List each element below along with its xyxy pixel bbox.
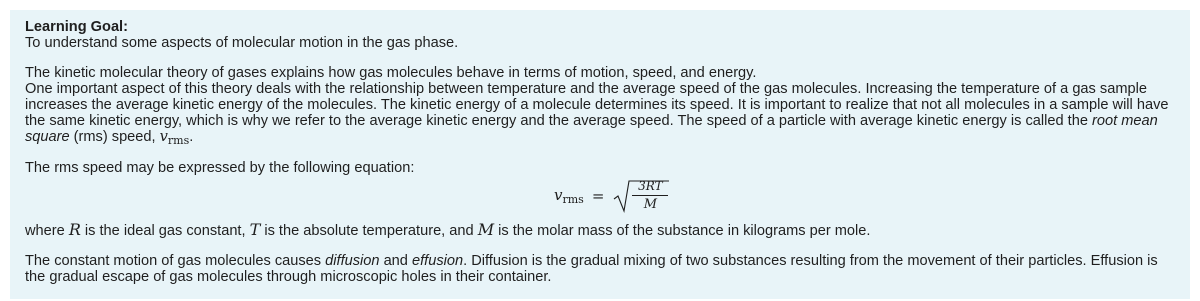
fraction-numerator: 3RT	[638, 179, 663, 193]
intro-text-end: (rms) speed,	[69, 129, 160, 145]
square-root	[612, 179, 670, 213]
variables-definition: where R is the ideal gas constant, T is the absolute temperature, and M is the molar mass of the substance in kilograms per mole.	[25, 220, 871, 239]
intro-line: The kinetic molecular theory of gases explains how gas molecules behave in terms of motion, speed, and energy.	[25, 65, 757, 81]
fraction-denominator: M	[643, 197, 658, 212]
rms-equation	[25, 176, 1175, 216]
equals-sign: =	[591, 187, 605, 205]
learning-goal-heading: Learning Goal:	[25, 19, 128, 35]
intro-text-start: One important aspect of this theory deals with the relationship between temperature and the average speed of the gas molecules. Increasing the temperature of a gas sample increases the average kinetic energy of the molecules. The kinetic energy of a molecule determines its speed. It is important to realize that not all molecules in a sample will have the same kinetic energy, which is why we refer to the average kinetic energy and the average speed. The speed of a particle with average kinetic energy is called the	[25, 81, 1169, 129]
diffusion-term: diffusion	[325, 253, 380, 269]
fraction	[630, 180, 670, 211]
learning-goal-text: To understand some aspects of molecular motion in the gas phase.	[25, 35, 459, 51]
rms-term: root mean square	[25, 113, 1158, 145]
equation-lhs: $v_{rms}$	[554, 186, 584, 206]
effusion-term: effusion	[411, 253, 464, 269]
var-M: M	[477, 220, 495, 239]
equation-intro: The rms speed may be expressed by the following equation:	[25, 160, 415, 176]
v-rms-symbol: $v_{rms}$	[159, 128, 190, 147]
intro-period: .	[189, 129, 194, 145]
var-R: R	[68, 220, 81, 239]
var-T: T	[249, 220, 261, 239]
intro-paragraph	[25, 81, 1175, 146]
fraction-bar	[632, 195, 668, 196]
learning-goal-panel	[10, 10, 1190, 299]
diffusion-paragraph: The constant motion of gas molecules causes diffusion and effusion. Diffusion is the gradual mixing of two substances resulting from the movement of their particles. Effusion is the gradual escape of gas molecules through microscopic holes in their container.	[25, 253, 1158, 285]
